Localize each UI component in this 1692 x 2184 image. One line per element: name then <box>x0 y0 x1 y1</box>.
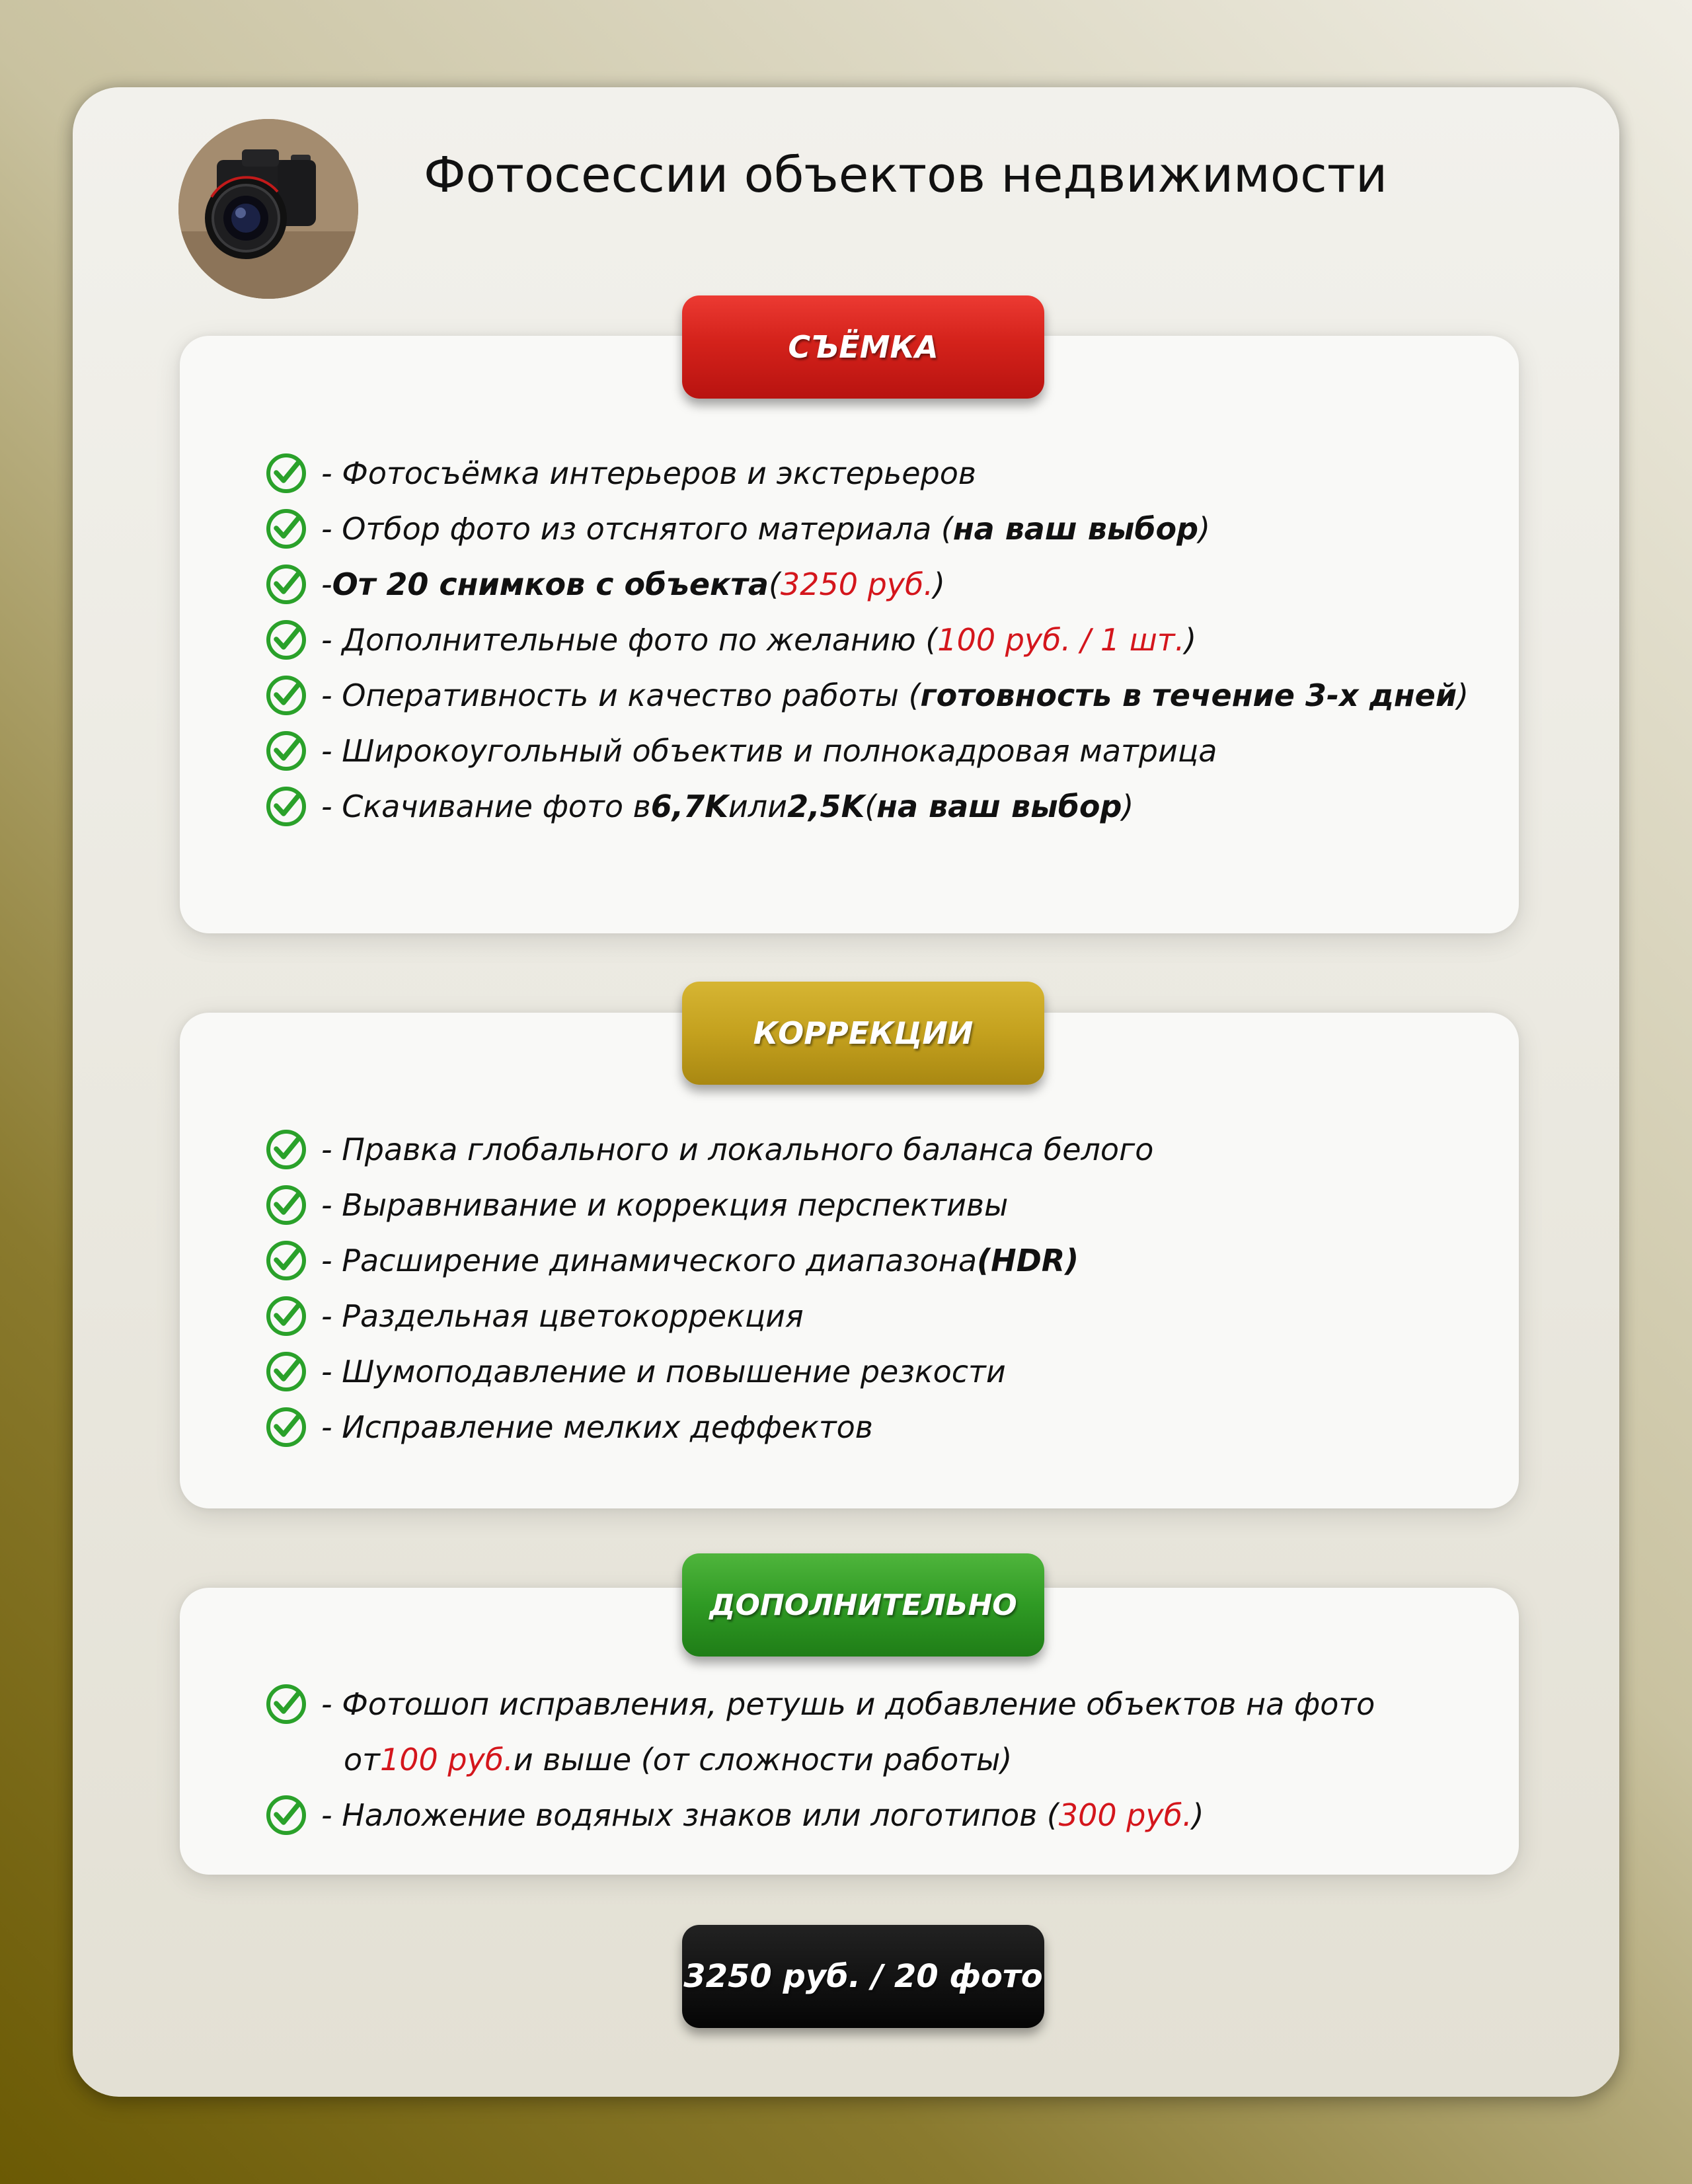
check-icon <box>264 674 308 717</box>
corrections-badge: КОРРЕКЦИИ <box>682 982 1044 1085</box>
list-item: - От 20 снимков с объекта ( 3250 руб. ) <box>264 557 945 612</box>
list-item: - Выравнивание и коррекция перспективы <box>264 1177 1008 1233</box>
check-icon <box>264 1294 308 1338</box>
list-item: - Исправление мелких деффектов <box>264 1399 873 1455</box>
check-icon <box>264 1793 308 1837</box>
check-icon <box>264 1405 308 1449</box>
check-icon <box>264 1682 308 1726</box>
list-item: - Фотосъёмка интерьеров и экстерьеров <box>264 446 976 501</box>
additional-badge: ДОПОЛНИТЕЛЬНО <box>682 1553 1044 1657</box>
check-icon <box>264 1239 308 1282</box>
list-item-continuation: от 100 руб. и выше (от сложности работы) <box>344 1742 1013 1777</box>
camera-photo-avatar <box>178 119 358 299</box>
list-item: - Расширение динамического диапазона (HDR) <box>264 1233 1079 1288</box>
list-item: - Дополнительные фото по желанию ( 100 руб. / 1 шт. ) <box>264 612 1196 668</box>
list-item: - Оперативность и качество работы ( готовность в течение 3-х дней ) <box>264 668 1469 723</box>
check-icon <box>264 729 308 773</box>
check-icon <box>264 1128 308 1171</box>
list-item: - Скачивание фото в 6,7K или 2,5K ( на ваш выбор ) <box>264 779 1134 834</box>
list-item: - Шумоподавление и повышение резкости <box>264 1344 1006 1399</box>
page-title: Фотосессии объектов недвижимости <box>423 147 1388 204</box>
camera-icon <box>178 119 358 299</box>
list-item: - Раздельная цветокоррекция <box>264 1288 804 1344</box>
price-badge: 3250 руб. / 20 фото <box>682 1925 1044 2028</box>
check-icon <box>264 451 308 495</box>
list-item: - Правка глобального и локального баланса белого <box>264 1122 1153 1177</box>
check-icon <box>264 563 308 606</box>
list-item: - Фотошоп исправления, ретушь и добавление объектов на фото <box>264 1676 1375 1732</box>
list-item: - Наложение водяных знаков или логотипов ( 300 руб. ) <box>264 1787 1204 1843</box>
list-item: - Отбор фото из отснятого материала ( на ваш выбор ) <box>264 501 1210 557</box>
list-item: - Широкоугольный объектив и полнокадровая матрица <box>264 723 1217 779</box>
check-icon <box>264 785 308 828</box>
shooting-badge: СЪЁМКА <box>682 295 1044 399</box>
check-icon <box>264 1350 308 1393</box>
check-icon <box>264 618 308 662</box>
check-icon <box>264 507 308 551</box>
check-icon <box>264 1183 308 1227</box>
